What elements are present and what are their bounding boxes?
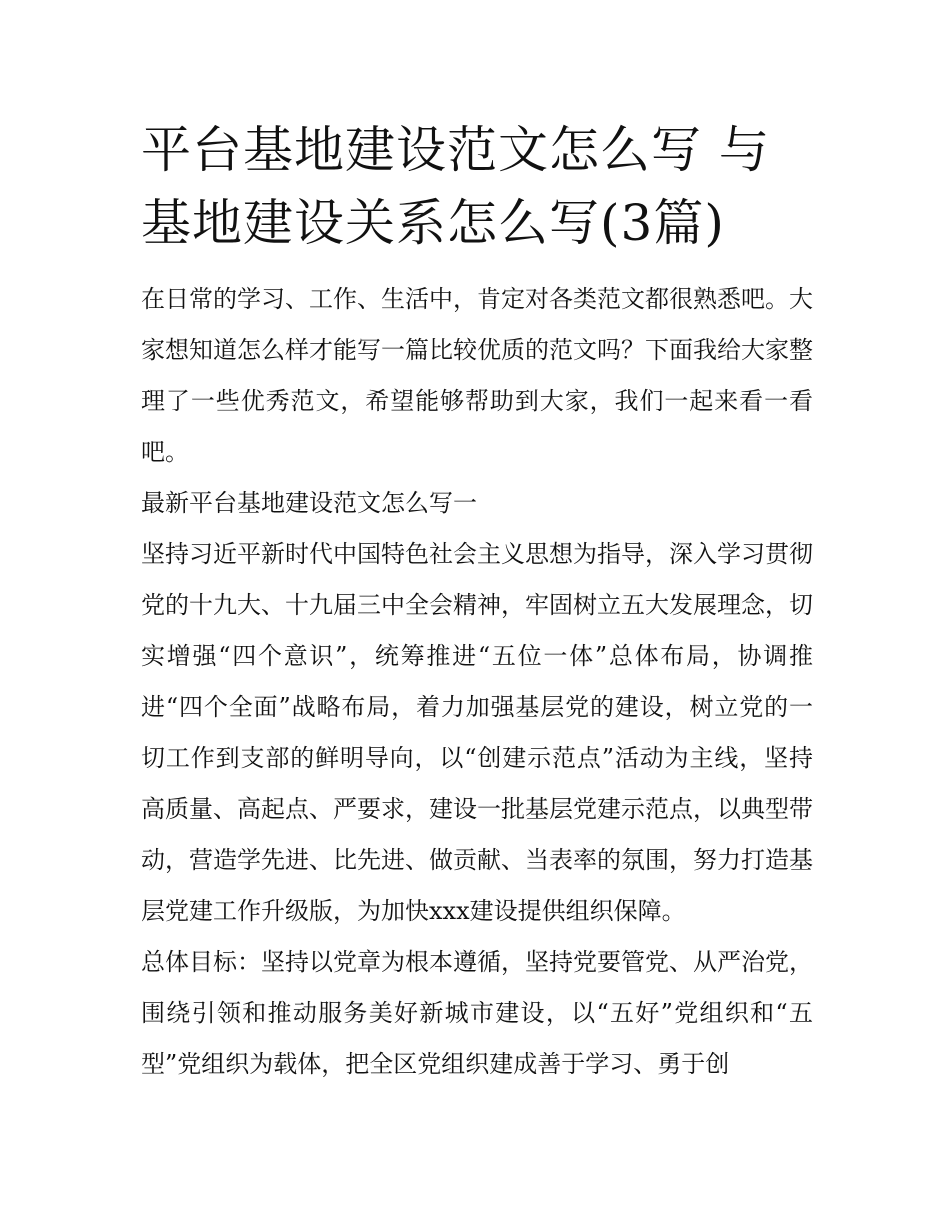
document-title: 平台基地建设范文怎么写 与基地建设关系怎么写(3篇): [141, 121, 770, 252]
body-paragraph-1: 坚持习近平新时代中国特色社会主义思想为指导，深入学习贯彻党的十九大、十九届三中全会精神，牢固树立五大发展理念，切实增强“四个意识”，统筹推进“五位一体”总体布局，协调推进“四个全面”战略布局，着力加强基层党的建设，树立党的一切工作到支部的鲜明导向，以“创建示范点”活动为主线，坚持高质量、高起点、严要求，建设一批基层党建示范点，以典型带动，营造学先进、比先进、做贡献、当表率的氛围，努力打造基层党建工作升级版，为加快xxx建设提供组织保障。: [141, 540, 813, 925]
document-body: [141, 274, 813, 1090]
section-heading: 最新平台基地建设范文怎么写一: [141, 489, 477, 517]
document-page: [141, 114, 813, 1090]
body-paragraph-2: 总体目标：坚持以党章为根本遵循，坚持党要管党、从严治党，围绕引领和推动服务美好新城市建设，以“五好”党组织和“五型”党组织为载体，把全区党组织建成善于学习、勇于创: [141, 948, 813, 1078]
intro-paragraph: 在日常的学习、工作、生活中，肯定对各类范文都很熟悉吧。大家想知道怎么样才能写一篇比较优质的范文吗？下面我给大家整理了一些优秀范文，希望能够帮助到大家，我们一起来看一看吧。: [141, 285, 813, 466]
